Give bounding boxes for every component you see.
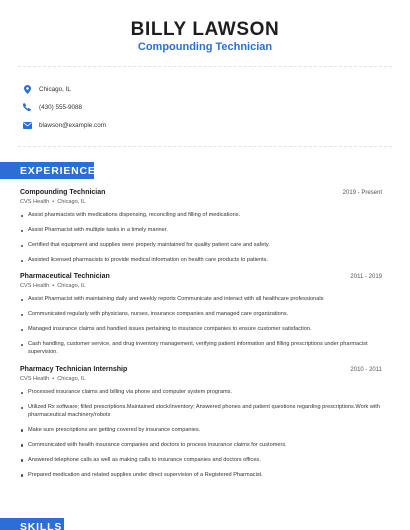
- contact-location: [22, 83, 71, 95]
- contact-email-text: blawson@example.com: [39, 121, 106, 129]
- job-dates: 2011 - 2019: [350, 274, 382, 280]
- job-title: Pharmacy Technician Internship: [20, 366, 128, 373]
- contact-email: [22, 119, 106, 131]
- contact-phone: [22, 101, 82, 113]
- job-location: Chicago, IL: [57, 283, 86, 289]
- job-company-line: CVS Health • Chicago, IL: [20, 199, 86, 205]
- contact-phone-text: (430) 555-9088: [39, 103, 83, 111]
- list-item: Assist pharmacists with medications dispensing, reconciling and filling of medications.: [20, 212, 382, 220]
- mail-icon: [22, 120, 32, 130]
- list-item: Processed insurance claims and billing via phone and computer system programs.: [20, 389, 382, 397]
- location-pin-icon: [22, 84, 32, 94]
- section-heading-skills: SKILLS: [0, 518, 64, 530]
- candidate-title: Compounding Technician: [137, 41, 273, 53]
- job-title: Pharmaceutical Technician: [20, 273, 110, 280]
- job-dates: 2019 - Present: [342, 190, 382, 196]
- job-company: CVS Health: [20, 199, 50, 205]
- list-item: Assisted licensed pharmacists to provide medical information on health care products to patients.: [20, 257, 382, 265]
- job-entry: [20, 366, 382, 487]
- list-item: Utilized Rx software; filled prescriptions.Maintained stock/inventory; Answered phones and patient questions regarding prescriptions.Work with pharmaceutical machinery/robots: [20, 404, 382, 419]
- job-company: CVS Health: [20, 376, 50, 382]
- list-item: Managed insurance claims and handled issues pertaining to insurance companies to ensure customer satisfaction.: [20, 326, 382, 334]
- list-item: Certified that equipment and supplies were properly maintained for quality patient care and safety.: [20, 242, 382, 250]
- job-bullets: [20, 296, 382, 356]
- job-location: Chicago, IL: [57, 376, 86, 382]
- list-item: Prepared medication and related supplies under direct supervision of a Registered Pharmacist.: [20, 472, 382, 480]
- list-item: Make sure prescriptions are getting covered by insurance companies.: [20, 427, 382, 435]
- job-bullets: [20, 212, 382, 265]
- job-company-line: CVS Health • Chicago, IL: [20, 283, 86, 289]
- job-location: Chicago, IL: [57, 199, 86, 205]
- job-bullets: [20, 389, 382, 479]
- list-item: Assist Pharmacist with maintaining daily and weekly reports Communicate and interact with all healthcare professionals: [20, 296, 382, 304]
- contact-location-text: Chicago, IL: [39, 85, 71, 93]
- divider: [18, 146, 392, 147]
- job-company: CVS Health: [20, 283, 50, 289]
- job-entry: [20, 189, 382, 272]
- section-heading-experience: EXPERIENCE: [0, 162, 94, 179]
- list-item: Communicated with health insurance companies and doctors to process insurance claims for customers.: [20, 442, 382, 450]
- list-item: Assist Pharmacist with multiple tasks in a timely manner.: [20, 227, 382, 235]
- divider: [18, 66, 392, 67]
- list-item: Cash handling, customer service, and drug inventory management, verifying patient information and filling prescriptions under pharmacist supervision.: [20, 341, 382, 356]
- list-item: Answered telephone calls as well as making calls to insurance companies and doctors offices.: [20, 457, 382, 465]
- job-dates: 2010 - 2011: [350, 367, 382, 373]
- phone-icon: [22, 102, 32, 112]
- candidate-name: BILLY LAWSON: [130, 19, 280, 40]
- job-company-line: CVS Health • Chicago, IL: [20, 376, 86, 382]
- job-entry: [20, 273, 382, 364]
- job-title: Compounding Technician: [20, 189, 106, 196]
- list-item: Communicated regularly with physicians, nurses, insurance companies and managed care organizations.: [20, 311, 382, 319]
